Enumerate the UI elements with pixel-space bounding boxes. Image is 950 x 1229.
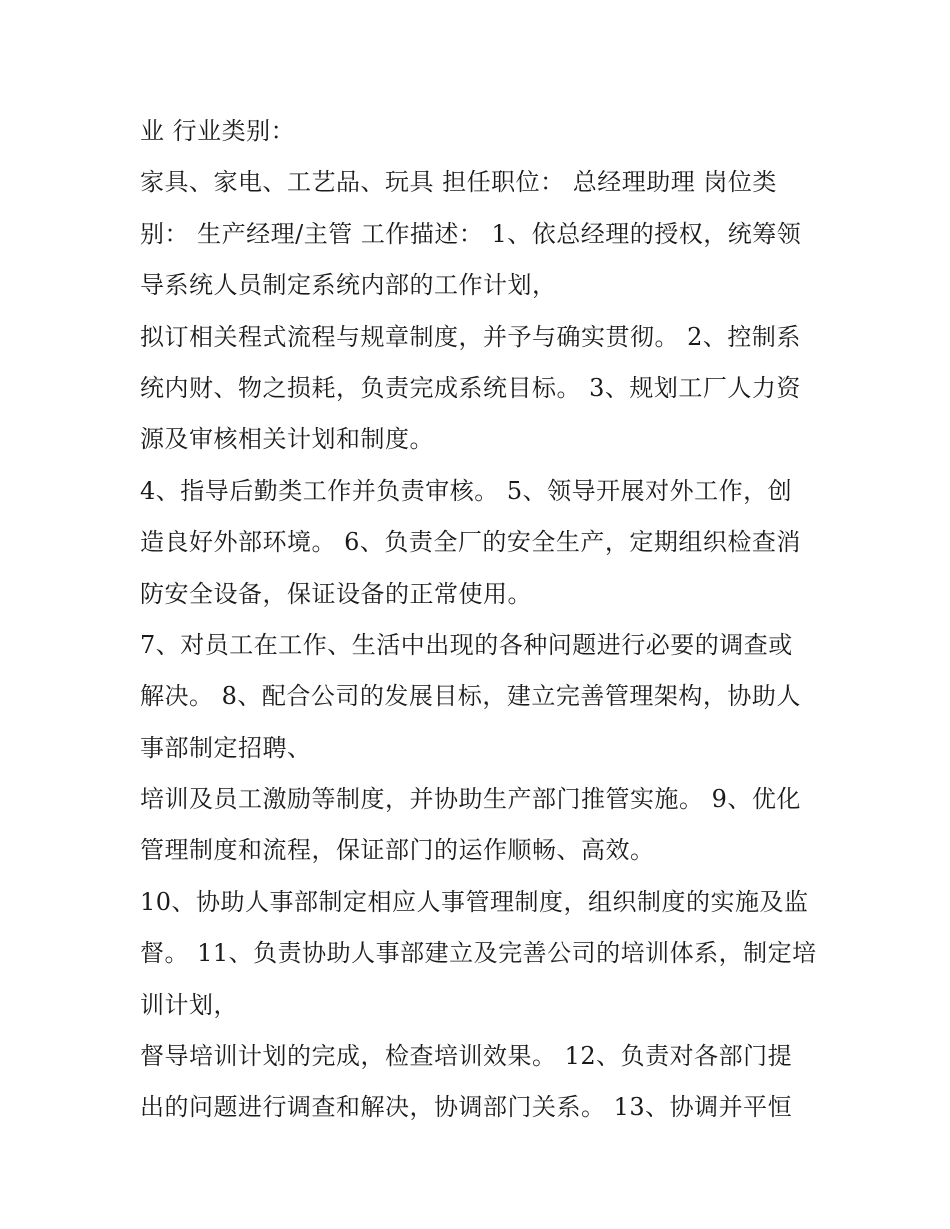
text-line: 督导培训计划的完成，检查培训效果。 12、负责对各部门提	[140, 1042, 793, 1071]
text-line: 防安全设备，保证设备的正常使用。	[140, 579, 532, 608]
text-line: 统内财、物之损耗，负责完成系统目标。 3、规划工厂人力资	[140, 373, 801, 402]
text-line: 家具、家电、工艺品、玩具 担任职位： 总经理助理 岗位类	[140, 168, 777, 197]
text-line: 拟订相关程式流程与规章制度，并予与确实贯彻。 2、控制系	[140, 322, 801, 351]
text-line: 源及审核相关计划和制度。	[140, 425, 434, 454]
text-line: 业 行业类别：	[140, 117, 296, 145]
text-line: 别： 生产经理/主管 工作描述： 1、依总经理的授权，统筹领	[140, 219, 802, 248]
text-line: 造良好外部环境。 6、负责全厂的安全生产，定期组织检查消	[140, 528, 801, 557]
text-line: 导系统人员制定系统内部的工作计划，	[140, 271, 557, 300]
text-line: 培训及员工激励等制度，并协助生产部门推管实施。 9、优化	[140, 785, 801, 814]
text-line: 事部制定招聘、	[140, 733, 312, 762]
text-line: 10、协助人事部制定相应人事管理制度，组织制度的实施及监	[140, 887, 809, 916]
text-line: 管理制度和流程，保证部门的运作顺畅、高效。	[140, 836, 655, 865]
text-line: 训计划，	[140, 990, 238, 1019]
text-line: 督。 11、负责协助人事部建立及完善公司的培训体系，制定培	[140, 939, 817, 968]
text-line: 4、指导后勤类工作并负责审核。 5、领导开展对外工作，创	[140, 476, 793, 505]
text-line: 7、对员工在工作、生活中出现的各种问题进行必要的调查或	[140, 630, 793, 659]
document-body	[140, 106, 820, 1134]
text-line: 解决。 8、配合公司的发展目标，建立完善管理架构，协助人	[140, 682, 801, 711]
text-line: 出的问题进行调查和解决，协调部门关系。 13、协调并平恒	[140, 1093, 793, 1122]
